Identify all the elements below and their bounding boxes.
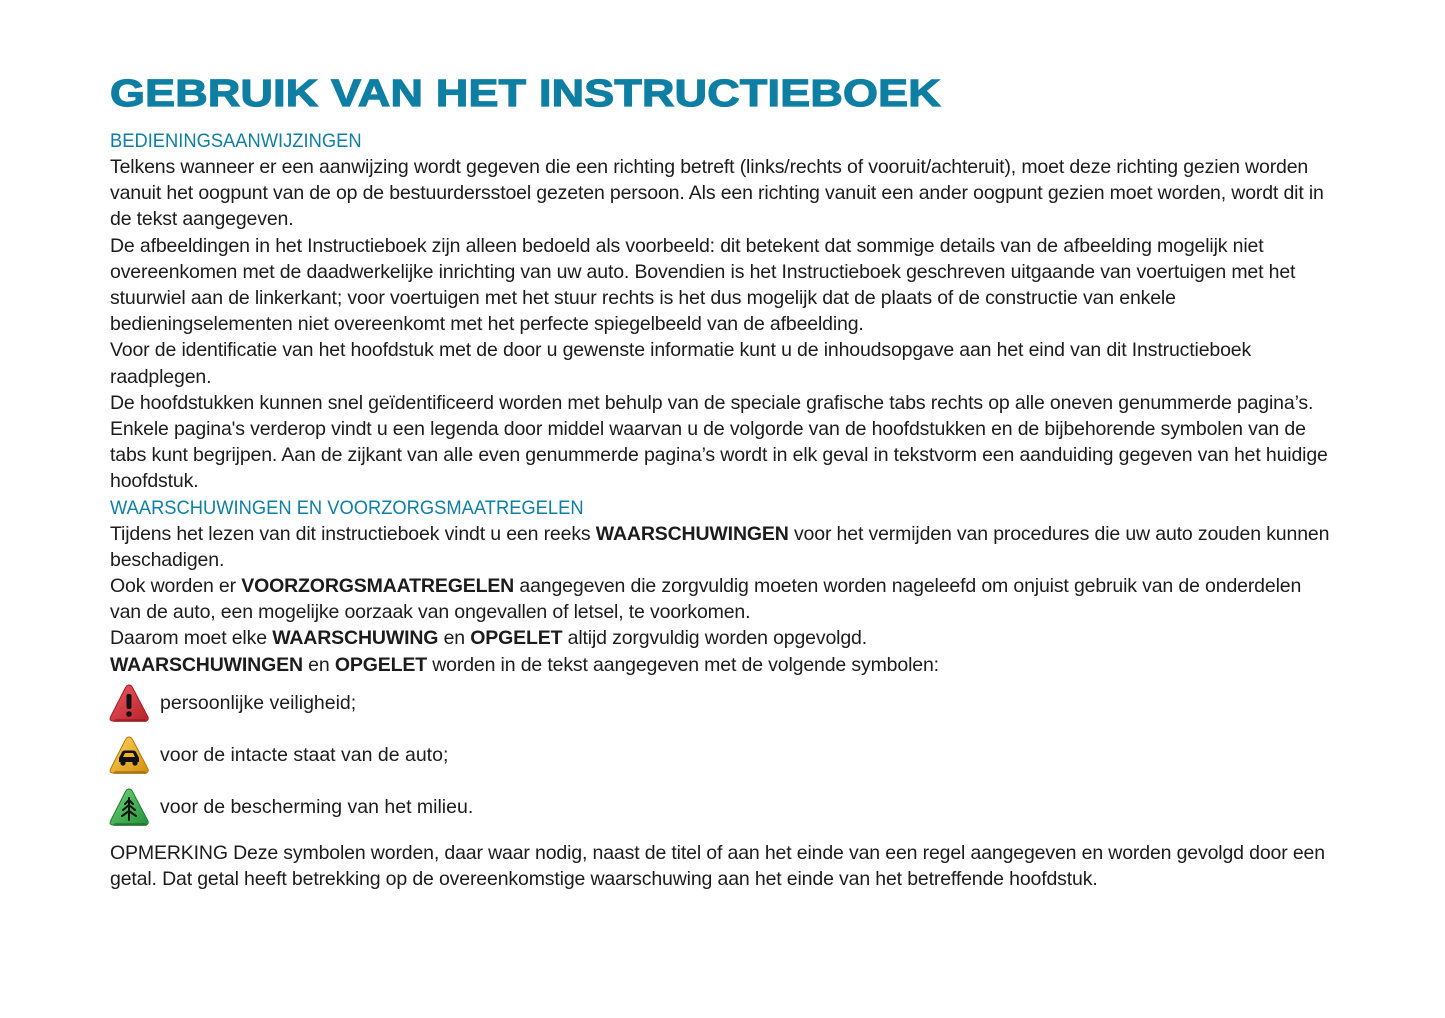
emphasis-opgelet: OPGELET [334, 653, 427, 676]
symbol-label: voor de intacte staat van de auto; [160, 744, 449, 767]
symbol-label: persoonlijke veiligheid; [160, 692, 357, 715]
paragraph-chapter-tabs: De hoofdstukken kunnen snel geïdentificeerd worden met behulp van de speciale grafische tabs rechts op alle oneven genummerde pagina’s. Enkele pagina's verderop vindt u een legenda door middel waarvan u de volgorde van de hoofdstukken en de bijbehorende symbolen van de tabs kunt begrijpen. Aan de zijkant van alle even genummerde pagina’s wordt in elk geval in tekstvorm een aanduiding gegeven van het huidige hoofdstuk. [110, 391, 1328, 493]
text: Tijdens het lezen van dit instructieboek vindt u een reeks [110, 522, 596, 545]
section-heading-waarschuwingen: WAARSCHUWINGEN EN VOORZORGSMAATREGELEN [110, 496, 584, 519]
paragraph-table-of-contents: Voor de identificatie van het hoofdstuk met de door u gewenste informatie kunt u de inhoudsopgave aan het eind van dit Instructieboek raadplegen. [110, 339, 1252, 388]
section-heading-bedieningsaanwijzingen: BEDIENINGSAANWIJZINGEN [110, 130, 362, 152]
text: en [438, 627, 471, 650]
paragraph-warnings [110, 521, 1330, 573]
emphasis-warnings: WAARSCHUWINGEN [595, 522, 789, 545]
paragraph-precautions [110, 573, 1330, 625]
paragraph-symbols-intro [110, 652, 1330, 678]
symbol-environment [106, 782, 1330, 834]
document-page [110, 72, 1330, 892]
symbol-vehicle-integrity [106, 730, 1330, 782]
emphasis-warning: WAARSCHUWING [272, 627, 439, 650]
text: en [302, 653, 335, 676]
paragraph-follow-warnings [110, 625, 1330, 651]
paragraph-direction: Telkens wanneer er een aanwijzing wordt gegeven die een richting betreft (links/rechts of vooruit/achteruit), moet deze richting gezien worden vanuit het oogpunt van de op de bestuurdersstoel gezeten persoon. Als een richting vanuit een ander oogpunt gezien moet worden, wordt dit in de tekst aangegeven. [110, 156, 1324, 231]
symbol-label: voor de bescherming van het milieu. [160, 796, 474, 819]
text: Ook worden er [110, 575, 242, 598]
vehicle-integrity-warning-icon [106, 733, 152, 779]
text: altijd zorgvuldig worden opgevolgd. [562, 627, 868, 650]
text: worden in de tekst aangegeven met de volgende symbolen: [426, 653, 939, 676]
text: voor het vermijden van procedures die uw auto zouden kunnen beschadigen. [110, 522, 1330, 571]
text: aangegeven die zorgvuldig moeten worden nageleefd om onjuist gebruik van de onderdelen van de auto, een mogelijke oorzaak van ongevallen of letsel, te voorkomen. [110, 575, 1302, 624]
emphasis-warnings: WAARSCHUWINGEN [110, 653, 303, 676]
emphasis-precautions: VOORZORGSMAATREGELEN [241, 575, 515, 598]
emphasis-opgelet: OPGELET [470, 627, 563, 650]
text: Daarom moet elke [110, 627, 273, 650]
page-title: GEBRUIK VAN HET INSTRUCTIEBOEK [110, 73, 941, 115]
personal-safety-warning-icon [106, 681, 152, 727]
environment-protection-icon [106, 785, 152, 831]
note-paragraph: OPMERKING Deze symbolen worden, daar waar nodig, naast de titel of aan het einde van een regel aangegeven en worden gevolgd door een getal. Dat getal heeft betrekking op de overeenkomstige waarschuwing aan het einde van het betreffende hoofdstuk. [110, 841, 1325, 891]
symbol-personal-safety [106, 678, 1330, 730]
paragraph-illustrations: De afbeeldingen in het Instructieboek zijn alleen bedoeld als voorbeeld: dit betekent dat sommige details van de afbeelding mogelijk niet overeenkomen met de daadwerkelijke inrichting van uw auto. Bovendien is het Instructieboek geschreven uitgaande van voertuigen met het stuurwiel aan de linkerkant; voor voertuigen met het stuur rechts is het dus mogelijk dat de plaats of de constructie van enkele bedieningselementen niet overeenkomt met het perfecte spiegelbeeld van de afbeelding. [110, 234, 1296, 336]
